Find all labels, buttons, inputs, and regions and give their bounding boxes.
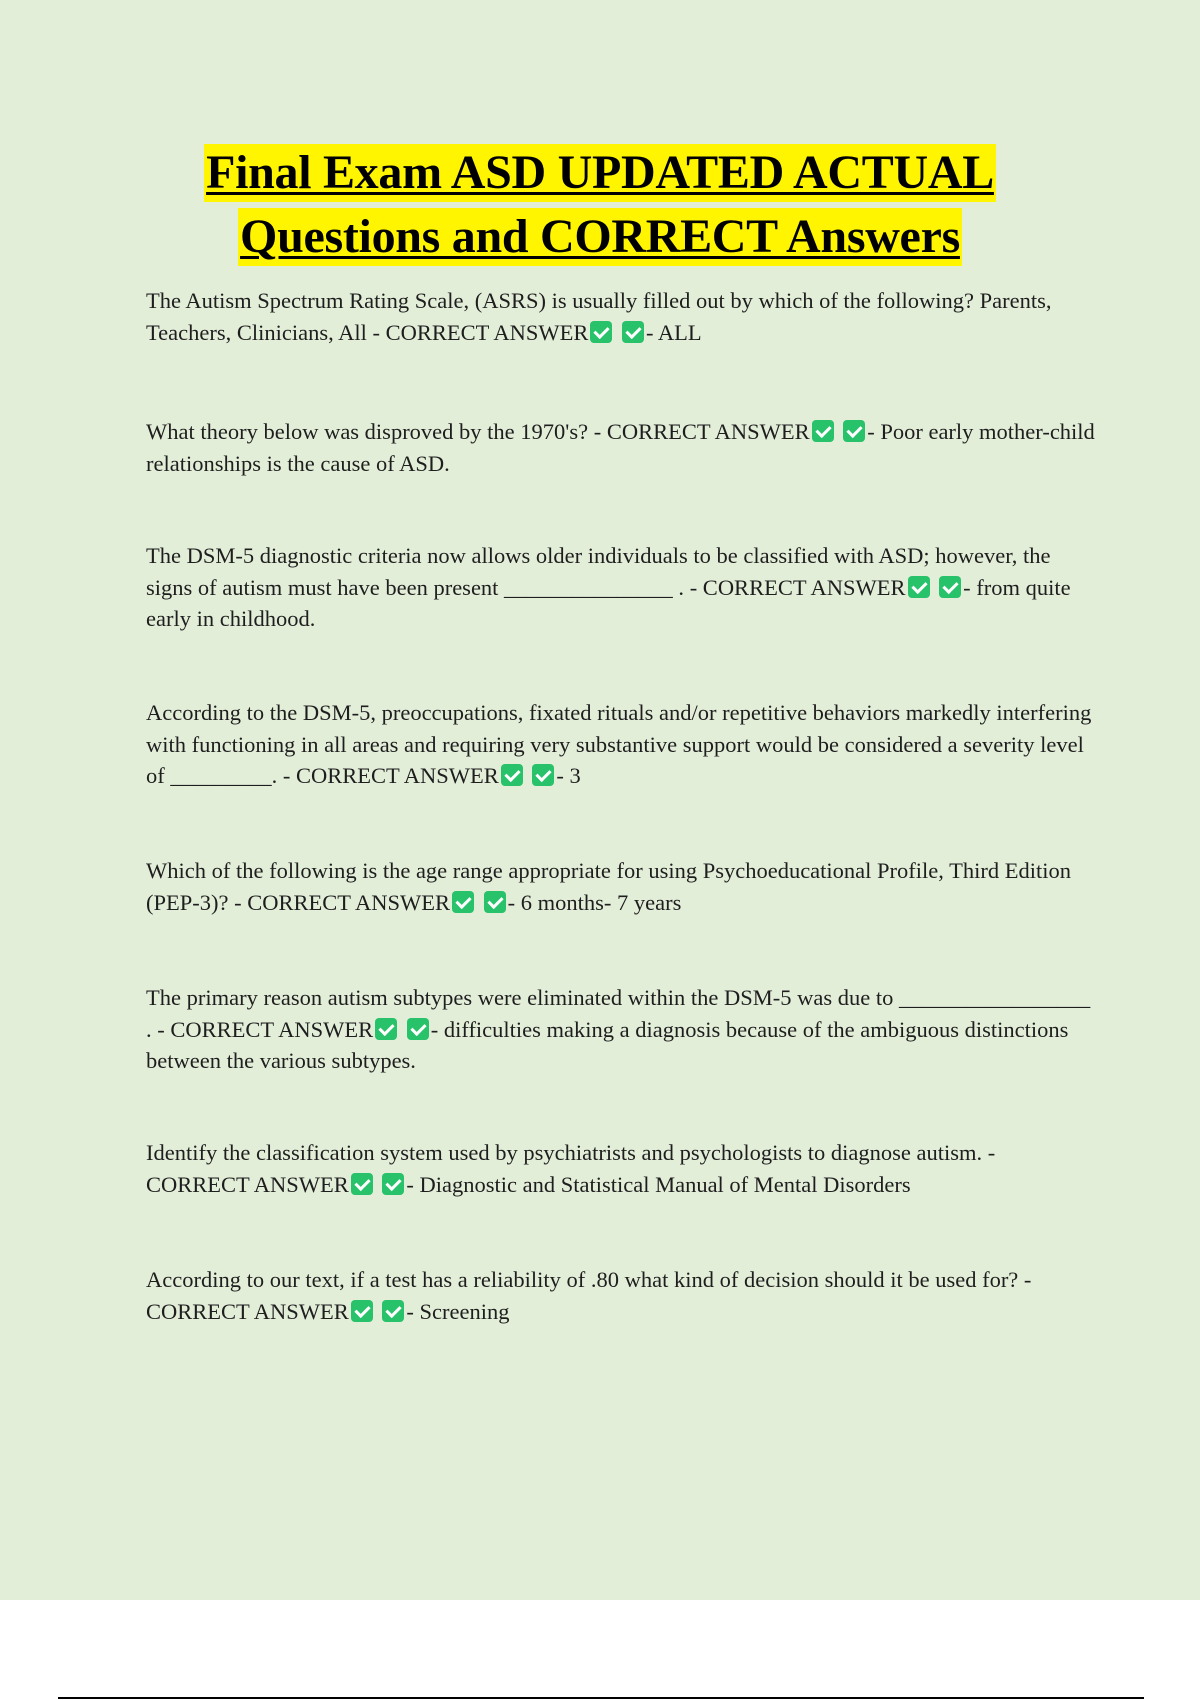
answer-text: - 6 months- 7 years: [507, 889, 682, 915]
question-text: The Autism Spectrum Rating Scale, (ASRS) is usually filled out by which of the following? Parents, Teachers, Clinicians, All: [146, 288, 1052, 345]
check-mark-button-icon: [501, 764, 523, 786]
answer-text: - Diagnostic and Statistical Manual of Mental Disorders: [406, 1171, 911, 1197]
check-mark-button-icon: [590, 321, 612, 343]
correct-answer-label: - CORRECT ANSWER: [146, 1140, 996, 1197]
check-mark-button-icon: [382, 1173, 404, 1195]
check-mark-button-icon: [532, 764, 554, 786]
answer-text: - 3: [556, 763, 581, 788]
answer-text: - Screening: [406, 1298, 510, 1324]
footer-divider: [58, 1697, 1144, 1699]
correct-answer-label: - CORRECT ANSWER: [588, 419, 810, 444]
question-text: The DSM-5 diagnostic criteria now allows older individuals to be classified with ASD; however, the signs of autism must have been present _______________ .: [146, 543, 1051, 600]
answer-text: - ALL: [645, 319, 702, 345]
qa-item: [146, 855, 1096, 918]
question-text: Identify the classification system used by psychiatrists and psychologists to diagnose autism.: [146, 1140, 983, 1165]
question-text: According to the DSM-5, preoccupations, fixated rituals and/or repetitive behaviors markedly interfering with functioning in all areas and requiring very substantive support would be considered a severity level of _________.: [146, 700, 1092, 788]
check-mark-button-icon: [351, 1300, 373, 1322]
question-text: What theory below was disproved by the 1970's?: [146, 419, 589, 444]
check-mark-button-icon: [484, 891, 506, 913]
check-mark-button-icon: [452, 891, 474, 913]
title-line-1: Final Exam ASD UPDATED ACTUAL: [204, 144, 996, 202]
correct-answer-label: - CORRECT ANSWER: [277, 763, 499, 788]
qa-item: [146, 285, 1096, 348]
correct-answer-label: - CORRECT ANSWER: [684, 574, 906, 600]
qa-item: [146, 697, 1096, 792]
check-mark-button-icon: [622, 321, 644, 343]
qa-item: [146, 1264, 1096, 1327]
check-mark-button-icon: [382, 1300, 404, 1322]
qa-item: [146, 540, 1096, 635]
check-mark-button-icon: [351, 1173, 373, 1195]
qa-item: [146, 416, 1096, 479]
check-mark-button-icon: [939, 576, 961, 598]
correct-answer-label: - CORRECT ANSWER: [146, 1267, 1032, 1324]
correct-answer-label: - CORRECT ANSWER: [366, 319, 589, 345]
question-text: The primary reason autism subtypes were eliminated within the DSM-5 was due to _________________ .: [146, 985, 1091, 1042]
correct-answer-label: - CORRECT ANSWER: [151, 1016, 374, 1042]
answer-text: - difficulties making a diagnosis because of the ambiguous distinctions between the various subtypes.: [146, 1016, 1069, 1073]
qa-item: [146, 982, 1096, 1077]
document-title: [0, 144, 1200, 272]
correct-answer-label: - CORRECT ANSWER: [228, 889, 450, 915]
title-line-2: Questions and CORRECT Answers: [238, 208, 962, 266]
check-mark-button-icon: [908, 576, 930, 598]
check-mark-button-icon: [407, 1018, 429, 1040]
check-mark-button-icon: [375, 1018, 397, 1040]
answer-text: - Poor early mother-child relationships is the cause of ASD.: [146, 419, 1095, 476]
answer-text: - from quite early in childhood.: [146, 574, 1071, 631]
check-mark-button-icon: [812, 420, 834, 442]
question-text: According to our text, if a test has a reliability of .80 what kind of decision should it be used for?: [146, 1267, 1019, 1292]
check-mark-button-icon: [843, 420, 865, 442]
question-text: Which of the following is the age range appropriate for using Psychoeducational Profile, Third Edition (PEP-3)?: [146, 858, 1071, 915]
qa-item: [146, 1137, 1096, 1200]
